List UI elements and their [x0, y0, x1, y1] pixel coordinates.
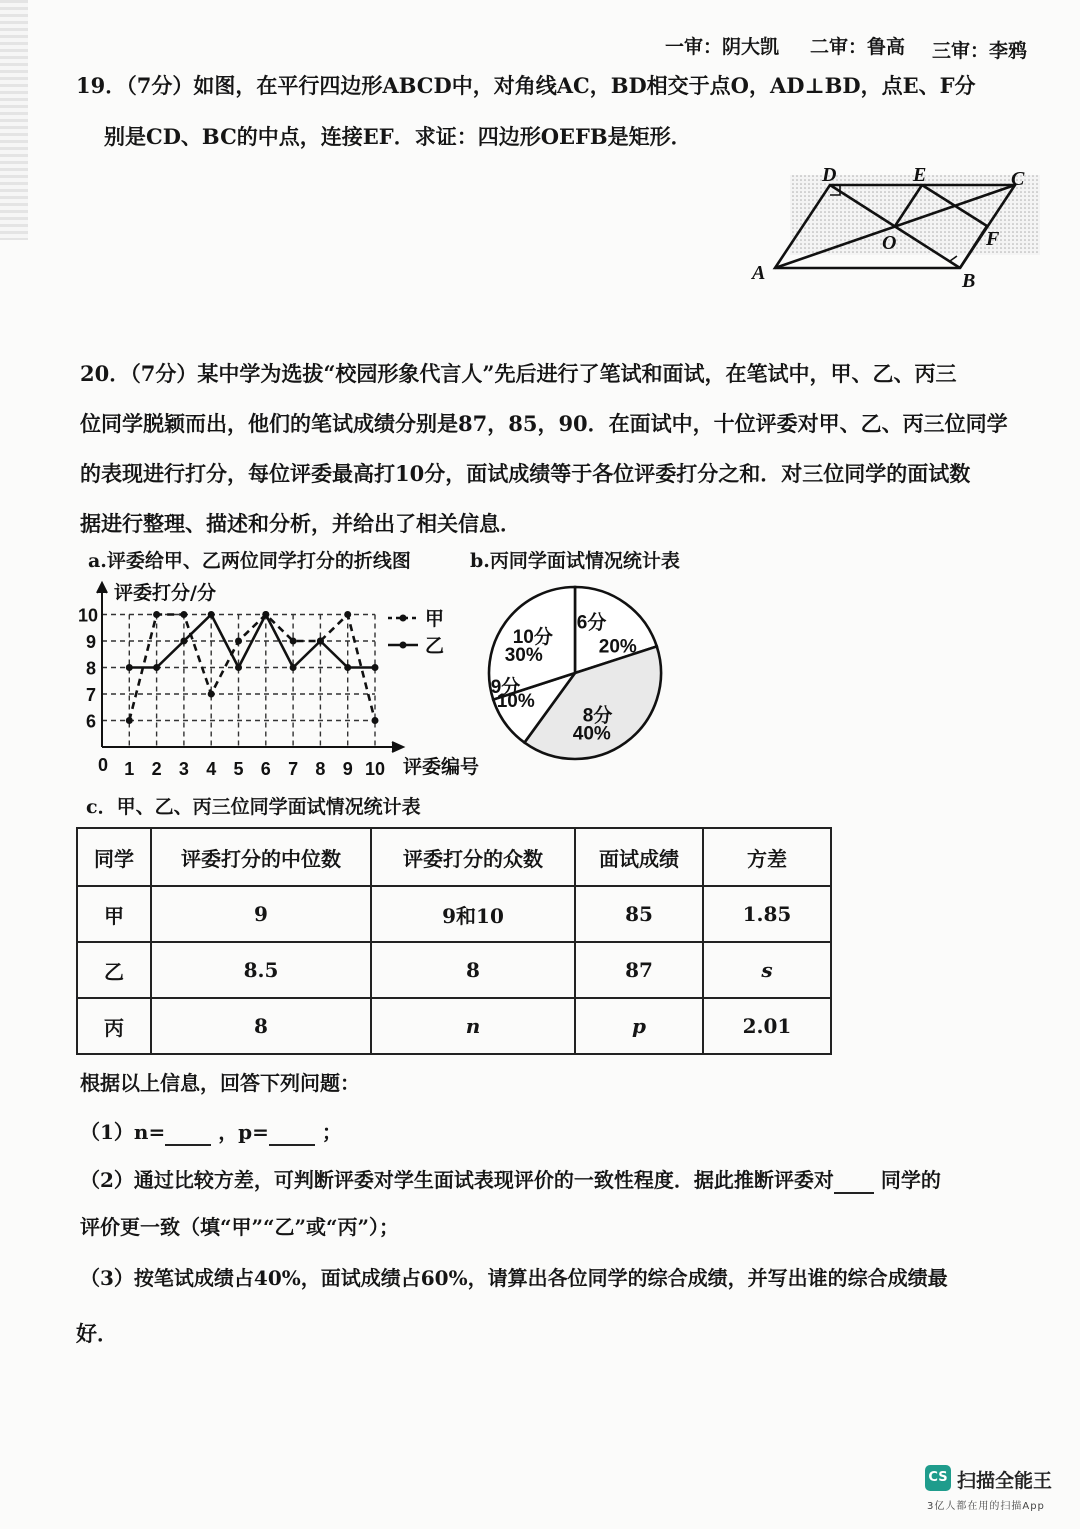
table-cell: 8	[371, 942, 575, 998]
table-cell: 乙	[77, 942, 151, 998]
y-axis-arrow-icon	[97, 583, 107, 593]
x-tick-label: 3	[178, 759, 189, 779]
x-tick-label: 8	[315, 759, 326, 779]
table-cell: 87	[575, 942, 703, 998]
table-row	[77, 998, 831, 1054]
label-e: E	[913, 164, 927, 186]
y-tick-label: 7	[86, 685, 97, 705]
pie-slice-percent: 30%	[504, 645, 543, 667]
q2-text-a: （2）通过比较方差，可判断评委对学生面试表现评价的一致性程度．据此推断评委对	[80, 1168, 834, 1192]
series-point-1	[208, 611, 215, 618]
legend-marker	[400, 642, 407, 649]
q19-line-1: 19．（7分）如图，在平行四边形ABCD中，对角线AC，BD相交于点O，AD⊥BD，点E、F分	[76, 73, 976, 98]
question-2-line-1	[80, 1164, 941, 1194]
x-tick-label: 10	[365, 759, 386, 779]
table-row	[77, 942, 831, 998]
questions-intro: 根据以上信息，回答下列问题：	[80, 1071, 360, 1095]
y-tick-label: 8	[86, 658, 97, 679]
chart-xlabel: 评委编号	[403, 756, 480, 778]
pie-slice-percent: 20%	[598, 636, 637, 658]
table-cell: 8.5	[151, 942, 371, 998]
stats-table	[76, 827, 832, 1055]
table-cell: s	[703, 942, 831, 998]
table-header-row	[77, 828, 831, 886]
q20-line-3: 的表现进行打分，每位评委最高打10分，面试成绩等于各位评委打分之和．对三位同学的面试数	[80, 461, 971, 486]
q1-blank-n[interactable]	[165, 1120, 211, 1146]
series-point-1	[153, 664, 160, 671]
q2-text-b: 同学的	[880, 1168, 941, 1192]
camscanner-tagline: 3亿人都在用的扫描App	[927, 1501, 1045, 1512]
table-cell: 85	[575, 886, 703, 942]
camscanner-logo-icon: CS	[925, 1465, 951, 1491]
table-header-cell: 评委打分的中位数	[151, 828, 371, 886]
reviewer-1: 一审：阴大凯	[665, 36, 780, 58]
pie-slice-percent: 10%	[496, 690, 535, 712]
pie-slice-percent: 40%	[572, 723, 611, 745]
x-tick-label: 6	[260, 759, 271, 779]
table-header-cell: 方差	[703, 828, 831, 886]
question-3-line-2: 好．	[76, 1321, 118, 1346]
question-2-line-2: 评价更一致（填“甲”“乙”或“丙”）；	[80, 1215, 400, 1239]
series-point-0	[372, 717, 379, 724]
x-tick-label: 5	[233, 759, 244, 779]
table-cell: 1.85	[703, 886, 831, 942]
reviewer-2: 二审：鲁高	[810, 36, 906, 58]
series-point-1	[126, 664, 133, 671]
series-point-1	[344, 664, 351, 671]
chart-ylabel: 评委打分/分	[114, 582, 216, 604]
table-cell: 甲	[77, 886, 151, 942]
label-f: F	[986, 228, 1000, 250]
parallelogram-figure	[740, 155, 1040, 295]
x-tick-label: 4	[206, 759, 217, 779]
table-cell: 2.01	[703, 998, 831, 1054]
q1-prefix: （1）n=	[80, 1120, 166, 1144]
x-tick-label: 7	[288, 759, 299, 779]
caption-b: b.丙同学面试情况统计表	[470, 550, 680, 572]
table-row	[77, 886, 831, 942]
series-point-1	[317, 638, 324, 645]
label-d: D	[822, 164, 837, 186]
series-point-1	[235, 664, 242, 671]
chart-origin: 0	[98, 755, 109, 775]
question-3-line-1: （3）按笔试成绩占40%，面试成绩占60%，请算出各位同学的综合成绩，并写出谁的综合成绩最	[80, 1266, 948, 1290]
pie-slice-label: 10分	[512, 627, 553, 649]
q2-blank[interactable]	[834, 1168, 874, 1194]
x-tick-label: 9	[342, 759, 353, 779]
series-point-0	[180, 611, 187, 618]
legend-marker	[400, 615, 407, 622]
label-a: A	[752, 262, 766, 284]
table-header-cell: 面试成绩	[575, 828, 703, 886]
table-header-cell: 评委打分的众数	[371, 828, 575, 886]
legend-label: 乙	[425, 635, 445, 657]
q1-blank-p[interactable]	[269, 1120, 315, 1146]
series-point-1	[372, 664, 379, 671]
question-1	[80, 1116, 342, 1146]
x-tick-label: 2	[151, 759, 162, 779]
legend-label: 甲	[425, 608, 445, 630]
q20-line-2: 位同学脱颖而出，他们的笔试成绩分别是87，85，90．在面试中，十位评委对甲、乙、丙三位同学	[80, 411, 1008, 436]
series-point-1	[262, 611, 269, 618]
table-cell: p	[575, 998, 703, 1054]
series-point-0	[126, 717, 133, 724]
table-cell: 丙	[77, 998, 151, 1054]
series-point-1	[290, 664, 297, 671]
q1-end: ；	[321, 1120, 342, 1144]
series-point-0	[290, 638, 297, 645]
table-cell: 9和10	[371, 886, 575, 942]
pie-slice-label: 9分	[490, 676, 521, 698]
pie-chart	[484, 585, 674, 770]
q19-line-2: 别是CD、BC的中点，连接EF．求证：四边形OEFB是矩形．	[104, 124, 692, 149]
table-cell: 9	[151, 886, 371, 942]
camscanner-name: 扫描全能王	[957, 1470, 1053, 1492]
caption-a: a.评委给甲、乙两位同学打分的折线图	[88, 550, 411, 572]
label-b: B	[962, 270, 976, 292]
x-tick-label: 1	[124, 759, 135, 779]
series-point-0	[235, 638, 242, 645]
series-point-0	[208, 691, 215, 698]
x-axis-arrow-icon	[392, 742, 403, 752]
y-tick-label: 9	[86, 632, 97, 652]
q1-mid: ，p=	[218, 1120, 269, 1144]
y-tick-label: 6	[86, 711, 97, 732]
reviewer-3: 三审：李鸦	[932, 40, 1028, 62]
label-o: O	[882, 232, 897, 254]
table-cell: 8	[151, 998, 371, 1054]
q20-line-4: 据进行整理、描述和分析，并给出了相关信息．	[80, 511, 521, 536]
series-point-0	[344, 611, 351, 618]
table-cell: n	[371, 998, 575, 1054]
label-c: C	[1011, 168, 1025, 190]
series-point-0	[153, 611, 160, 618]
scan-shadow	[0, 0, 28, 240]
series-point-1	[180, 638, 187, 645]
y-tick-label: 10	[78, 605, 99, 626]
line-chart	[70, 575, 495, 785]
table-header-cell: 同学	[77, 828, 151, 886]
q20-line-1: 20．（7分）某中学为选拔“校园形象代言人”先后进行了笔试和面试，在笔试中，甲、乙、丙三	[80, 361, 957, 386]
caption-c: c．甲、乙、丙三位同学面试情况统计表	[86, 796, 421, 818]
pie-slice-label: 6分	[576, 612, 607, 634]
pie-slice-label: 8分	[582, 705, 613, 727]
